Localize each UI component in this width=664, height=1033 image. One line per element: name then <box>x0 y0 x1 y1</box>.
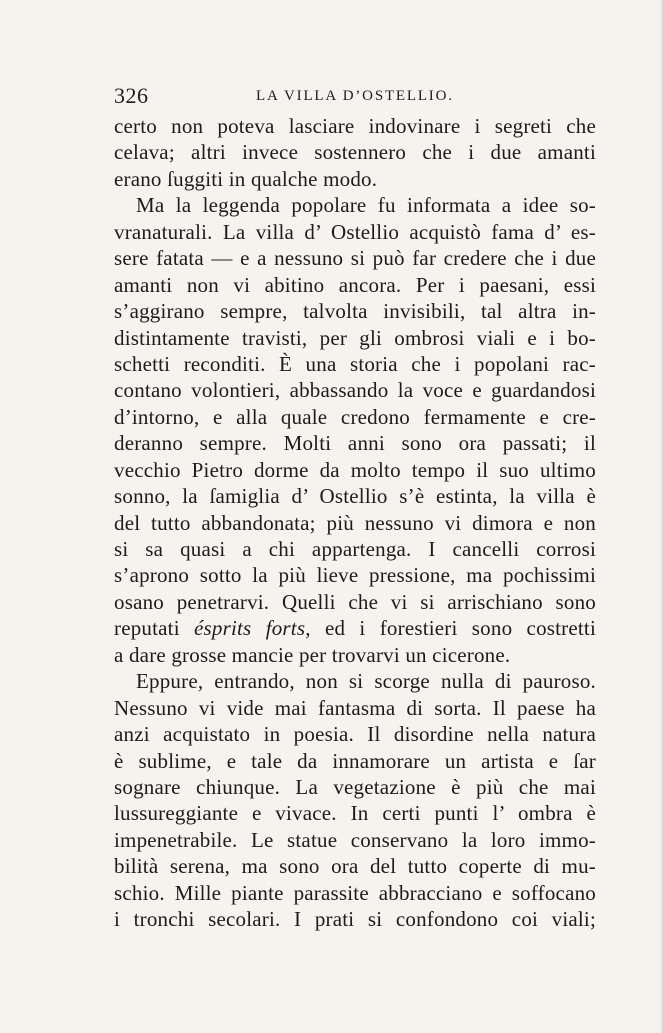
page-number: 326 <box>114 83 149 108</box>
text-line: Nessuno vi vide mai fantasma di sorta. Il paese ha <box>114 695 596 720</box>
text-line: schio. Mille piante parassite abbracciano e soffocano <box>114 880 596 905</box>
text-line: sognare chiunque. La vegetazione è più che mai <box>114 774 596 799</box>
text-segment: , ed i forestieri sono costretti <box>305 616 596 641</box>
text-line-with-italic <box>114 615 596 641</box>
text-line: s’aggirano sempre, talvolta invisibili, tal altra in- <box>114 299 596 324</box>
text-line: i tronchi secolari. I prati si confondono coi viali; <box>114 907 596 932</box>
text-line: sonno, la ſamiglia d’ Ostellio s’è estinta, la villa è <box>114 484 596 509</box>
text-line: vecchio Pietro dorme da molto tempo il suo ultimo <box>114 457 596 482</box>
italic-phrase: ésprits forts <box>194 616 306 641</box>
text-line: amanti non vi abitino ancora. Per i paesani, essi <box>114 272 596 297</box>
text-line: vranaturali. La villa d’ Ostellio acquistò fama d’ es- <box>114 219 596 244</box>
text-line: Eppure, entrando, non si scorge nulla di pauroso. <box>136 669 596 694</box>
text-line: sere fatata — e a nessuno si può far credere che i due <box>114 246 596 271</box>
text-line: deranno sempre. Molti anni sono ora passati; il <box>114 431 596 456</box>
page-header <box>114 83 594 113</box>
text-line: contano volontieri, abbassando la voce e guardandosi <box>114 378 596 403</box>
text-line: bilità serena, ma sono ora del tutto coperte di mu- <box>114 854 596 879</box>
running-title: LA VILLA D’OSTELLIO. <box>256 88 454 104</box>
text-line: impenetrabile. Le statue conservano la loro immo- <box>114 827 596 852</box>
text-line: d’intorno, e alla quale credono fermamente e cre- <box>114 404 596 429</box>
text-line: a dare grosse mancie per trovarvi un cicerone. <box>114 642 511 667</box>
text-line: schetti reconditi. È una storia che i popolani rac- <box>114 351 596 376</box>
text-line: celava; altri invece sostennero che i due amanti <box>114 140 596 165</box>
body-text <box>114 113 596 933</box>
page-edge-shadow <box>660 0 664 1033</box>
text-line: osano penetrarvi. Quelli che vi si arrischiano sono <box>114 589 596 614</box>
text-line: si sa quasi a chi appartenga. I cancelli corrosi <box>114 537 596 561</box>
text-line: del tutto abbandonata; più nessuno vi dimora e non <box>114 510 596 535</box>
text-line: Ma la leggenda popolare fu informata a idee so- <box>136 193 596 218</box>
text-line: erano ſuggiti in qualche modo. <box>114 166 378 191</box>
text-line: certo non poteva lasciare indovinare i segreti che <box>114 114 596 138</box>
text-line: è sublime, e tale da innamorare un artista e ſar <box>114 748 596 773</box>
text-line: s’aprono sotto la più lieve pressione, ma pochissimi <box>114 563 596 588</box>
text-segment: reputati <box>114 616 195 641</box>
text-line: distintamente travisti, per gli ombrosi viali e i bo- <box>114 325 596 350</box>
text-line: lussureggiante e vivace. In certi punti l’ ombra è <box>114 801 596 826</box>
text-line: anzi acquistato in poesia. Il disordine nella natura <box>114 722 596 747</box>
